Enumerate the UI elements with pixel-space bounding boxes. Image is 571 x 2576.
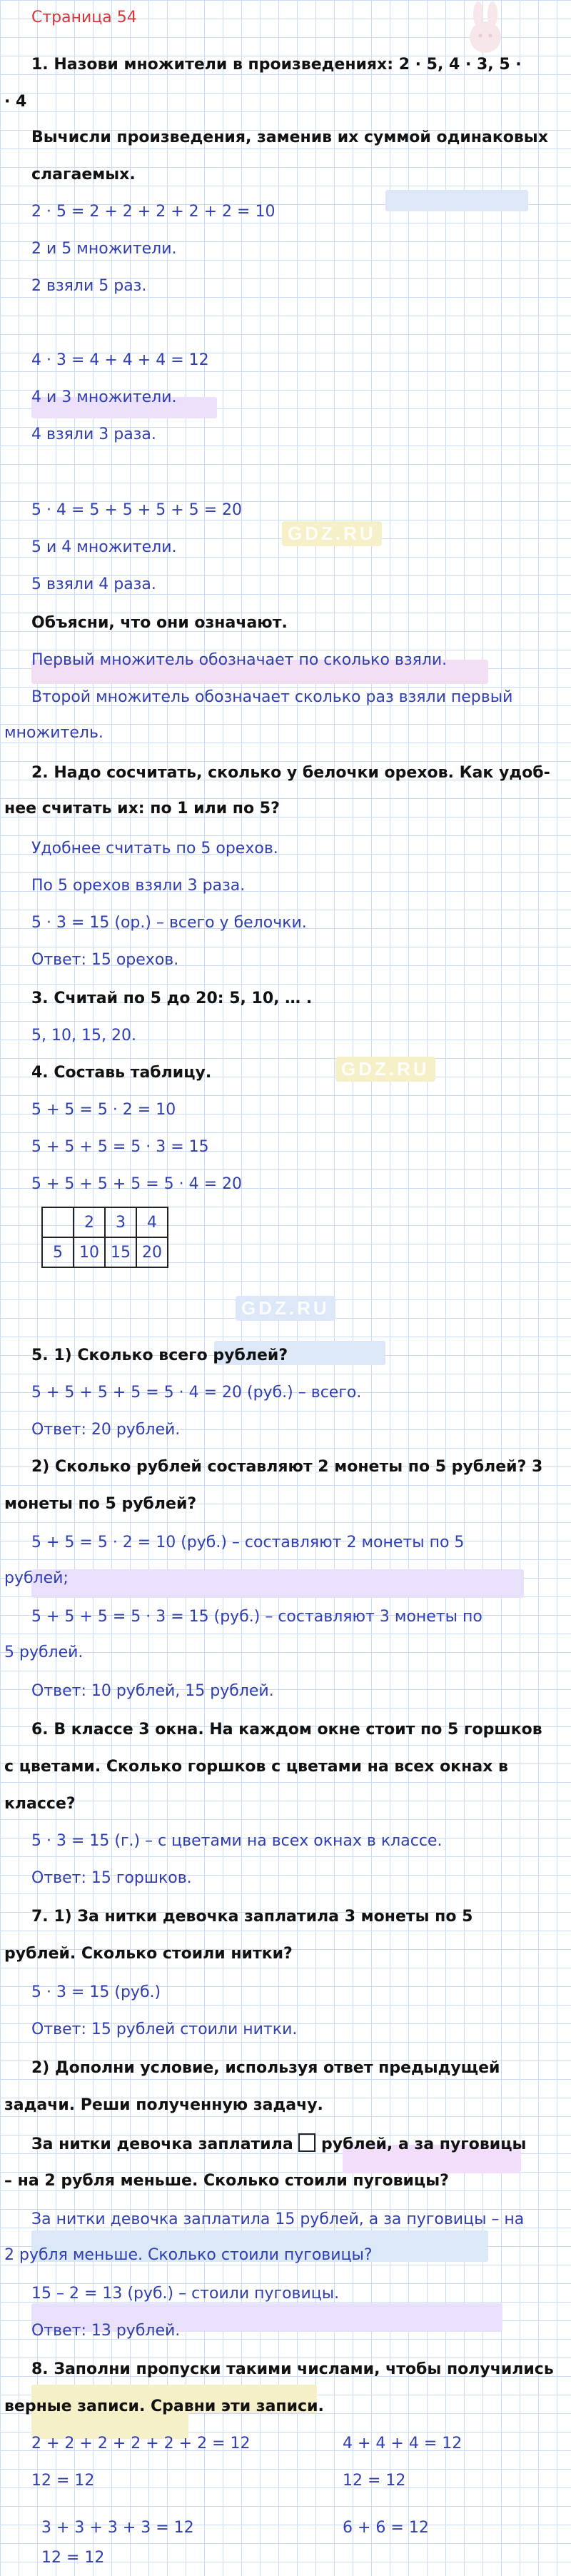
- ex5-answer-1: Ответ: 20 рублей.: [31, 1421, 181, 1439]
- ex7-answer: Ответ: 13 рублей.: [31, 2322, 181, 2340]
- rabbit-logo-icon: [464, 0, 507, 57]
- ex8-left-1: 2 + 2 + 2 + 2 + 2 + 2 = 12: [31, 2435, 251, 2452]
- ex2-task-line1: 2. Надо сосчитать, сколько у белочки орехов. Как удоб-: [31, 764, 550, 782]
- ex7-condition-line1: [31, 2133, 526, 2155]
- ex3-answer: 5, 10, 15, 20.: [31, 1027, 136, 1045]
- ex7-filled-condition: За нитки девочка заплатила 15 рублей, а за пуговицы – на: [31, 2210, 525, 2228]
- ex4-task: 4. Составь таблицу.: [31, 1064, 212, 1082]
- watermark: GDZ.RU: [335, 1057, 435, 1082]
- ex5-question-1: 5. 1) Сколько всего рублей?: [31, 1347, 288, 1364]
- ex5-question-2: 2) Сколько рублей составляют 2 монеты по 5 рублей? 3: [31, 1458, 543, 1476]
- ex8-right-3: 6 + 6 = 12: [343, 2519, 429, 2537]
- ex3-task: 3. Считай по 5 до 20: 5, 10, … .: [31, 990, 313, 1007]
- ex1-task-cont: · 4: [4, 93, 27, 111]
- ex7-question-2: 2) Дополни условие, используя ответ предыдущей: [31, 2059, 500, 2077]
- ex8-right-1: 4 + 4 + 4 = 12: [343, 2435, 463, 2452]
- table-cell: 15: [105, 1237, 136, 1267]
- ex6-task-line1: 6. В классе 3 окна. На каждом окне стоит по 5 горшков: [31, 1721, 542, 1739]
- ex1-explain-answer-2: Второй множитель обозначает сколько раз взяли первый: [31, 688, 513, 706]
- ex1-a-times: 2 взяли 5 раз.: [31, 277, 147, 295]
- ex4-eq-1: 5 + 5 = 5 · 2 = 10: [31, 1101, 176, 1119]
- ex1-a-factors: 2 и 5 множители.: [31, 240, 177, 258]
- highlight-band: [385, 190, 528, 211]
- ex8-left-2: 12 = 12: [31, 2472, 95, 2490]
- ex2-solution-2: По 5 орехов взяли 3 раза.: [31, 877, 246, 895]
- ex2-solution-3: 5 · 3 = 15 (ор.) – всего у белочки.: [31, 914, 307, 932]
- ex2-task-line2: нее считать их: по 1 или по 5?: [4, 800, 280, 817]
- table-cell: 3: [105, 1207, 136, 1237]
- ex6-task-line3: классе?: [4, 1795, 76, 1813]
- table-cell: 20: [136, 1237, 168, 1267]
- ex1-task: 1. Назови множители в произведениях: 2 · 5, 4 · 3, 5 ·: [31, 56, 522, 74]
- ex7-question-2-cont: задачи. Реши полученную задачу.: [4, 2096, 323, 2114]
- ex2-answer: Ответ: 15 орехов.: [31, 951, 179, 969]
- table-cell: 10: [74, 1237, 105, 1267]
- table-row: [42, 1237, 168, 1267]
- ex4-eq-2: 5 + 5 + 5 = 5 · 3 = 15: [31, 1138, 209, 1156]
- ex6-task-line2: с цветами. Сколько горшков с цветами на всех окнах в: [4, 1758, 508, 1776]
- ex7-question-1: 7. 1) За нитки девочка заплатила 3 монеты по 5: [31, 1908, 473, 1926]
- ex7-filled-condition-cont: 2 рубля меньше. Сколько стоили пуговицы?: [4, 2246, 373, 2264]
- ex7-condition-text-a: За нитки девочка заплатила: [31, 2135, 293, 2153]
- ex8-left-4: 12 = 12: [41, 2549, 105, 2567]
- ex7-answer-1: Ответ: 15 рублей стоили нитки.: [31, 2021, 298, 2038]
- ex8-left-3: 3 + 3 + 3 + 3 = 12: [41, 2519, 194, 2537]
- ex5-answer-2-eq1-cont: рублей;: [4, 1569, 69, 1587]
- blank-box: [298, 2133, 315, 2152]
- ex5-answer-2-eq1: 5 + 5 = 5 · 2 = 10 (руб.) – составляют 2 монеты по 5: [31, 1534, 465, 1551]
- ex1-compute-line2: слагаемых.: [31, 166, 136, 183]
- table-cell: 2: [74, 1207, 105, 1237]
- ex6-answer: Ответ: 15 горшков.: [31, 1869, 192, 1887]
- ex1-b-eq: 4 · 3 = 4 + 4 + 4 = 12: [31, 351, 209, 369]
- ex1-c-eq: 5 · 4 = 5 + 5 + 5 + 5 = 20: [31, 501, 243, 519]
- table-cell: 5: [42, 1237, 74, 1267]
- ex6-eq: 5 · 3 = 15 (г.) – с цветами на всех окнах в классе.: [31, 1832, 443, 1850]
- ex7-condition-text-b: рублей, а за пуговицы: [321, 2135, 527, 2153]
- ex1-b-times: 4 взяли 3 раза.: [31, 426, 156, 443]
- table-cell: 4: [136, 1207, 168, 1237]
- ex1-a-eq: 2 · 5 = 2 + 2 + 2 + 2 + 2 = 10: [31, 203, 276, 221]
- ex1-c-factors: 5 и 4 множители.: [31, 538, 177, 556]
- ex5-answer-2-eq2: 5 + 5 + 5 = 5 · 3 = 15 (руб.) – составляют 3 монеты по: [31, 1608, 482, 1626]
- ex7-condition-line2: – на 2 рубля меньше. Сколько стоили пуговицы?: [4, 2172, 449, 2190]
- ex7-question-1-cont: рублей. Сколько стоили нитки?: [4, 1945, 293, 1963]
- ex8-task-line2: верные записи. Сравни эти записи.: [4, 2398, 324, 2415]
- table-row: [42, 1207, 168, 1237]
- ex1-explain-question: Объясни, что они означают.: [31, 614, 288, 632]
- ex1-c-times: 5 взяли 4 раза.: [31, 575, 156, 593]
- watermark: GDZ.RU: [282, 521, 382, 546]
- page-title: Страница 54: [31, 9, 137, 26]
- ex4-eq-3: 5 + 5 + 5 + 5 = 5 · 4 = 20: [31, 1175, 243, 1193]
- multiplication-table: [41, 1207, 168, 1268]
- ex1-b-factors: 4 и 3 множители.: [31, 388, 177, 406]
- ex5-question-2-cont: монеты по 5 рублей?: [4, 1495, 197, 1513]
- table-cell: [42, 1207, 74, 1237]
- ex5-answer-2-eq2-cont: 5 рублей.: [4, 1644, 84, 1661]
- highlight-band: [31, 1569, 524, 1598]
- ex5-answer-1-eq: 5 + 5 + 5 + 5 = 5 · 4 = 20 (руб.) – всего.: [31, 1384, 362, 1402]
- ex7-answer-1-eq: 5 · 3 = 15 (руб.): [31, 1983, 161, 2001]
- ex5-answer-2: Ответ: 10 рублей, 15 рублей.: [31, 1682, 274, 1700]
- ex2-solution-1: Удобнее считать по 5 орехов.: [31, 840, 278, 857]
- ex8-right-2: 12 = 12: [343, 2472, 406, 2490]
- ex1-explain-answer-1: Первый множитель обозначает по сколько взяли.: [31, 651, 448, 669]
- watermark: GDZ.RU: [236, 1296, 335, 1321]
- ex1-explain-answer-2-cont: множитель.: [4, 724, 103, 742]
- ex8-task-line1: 8. Заполни пропуски такими числами, чтобы получились: [31, 2360, 554, 2378]
- ex7-eq: 15 – 2 = 13 (руб.) – стоили пуговицы.: [31, 2285, 340, 2303]
- ex1-compute-line1: Вычисли произведения, заменив их суммой одинаковых: [31, 129, 548, 146]
